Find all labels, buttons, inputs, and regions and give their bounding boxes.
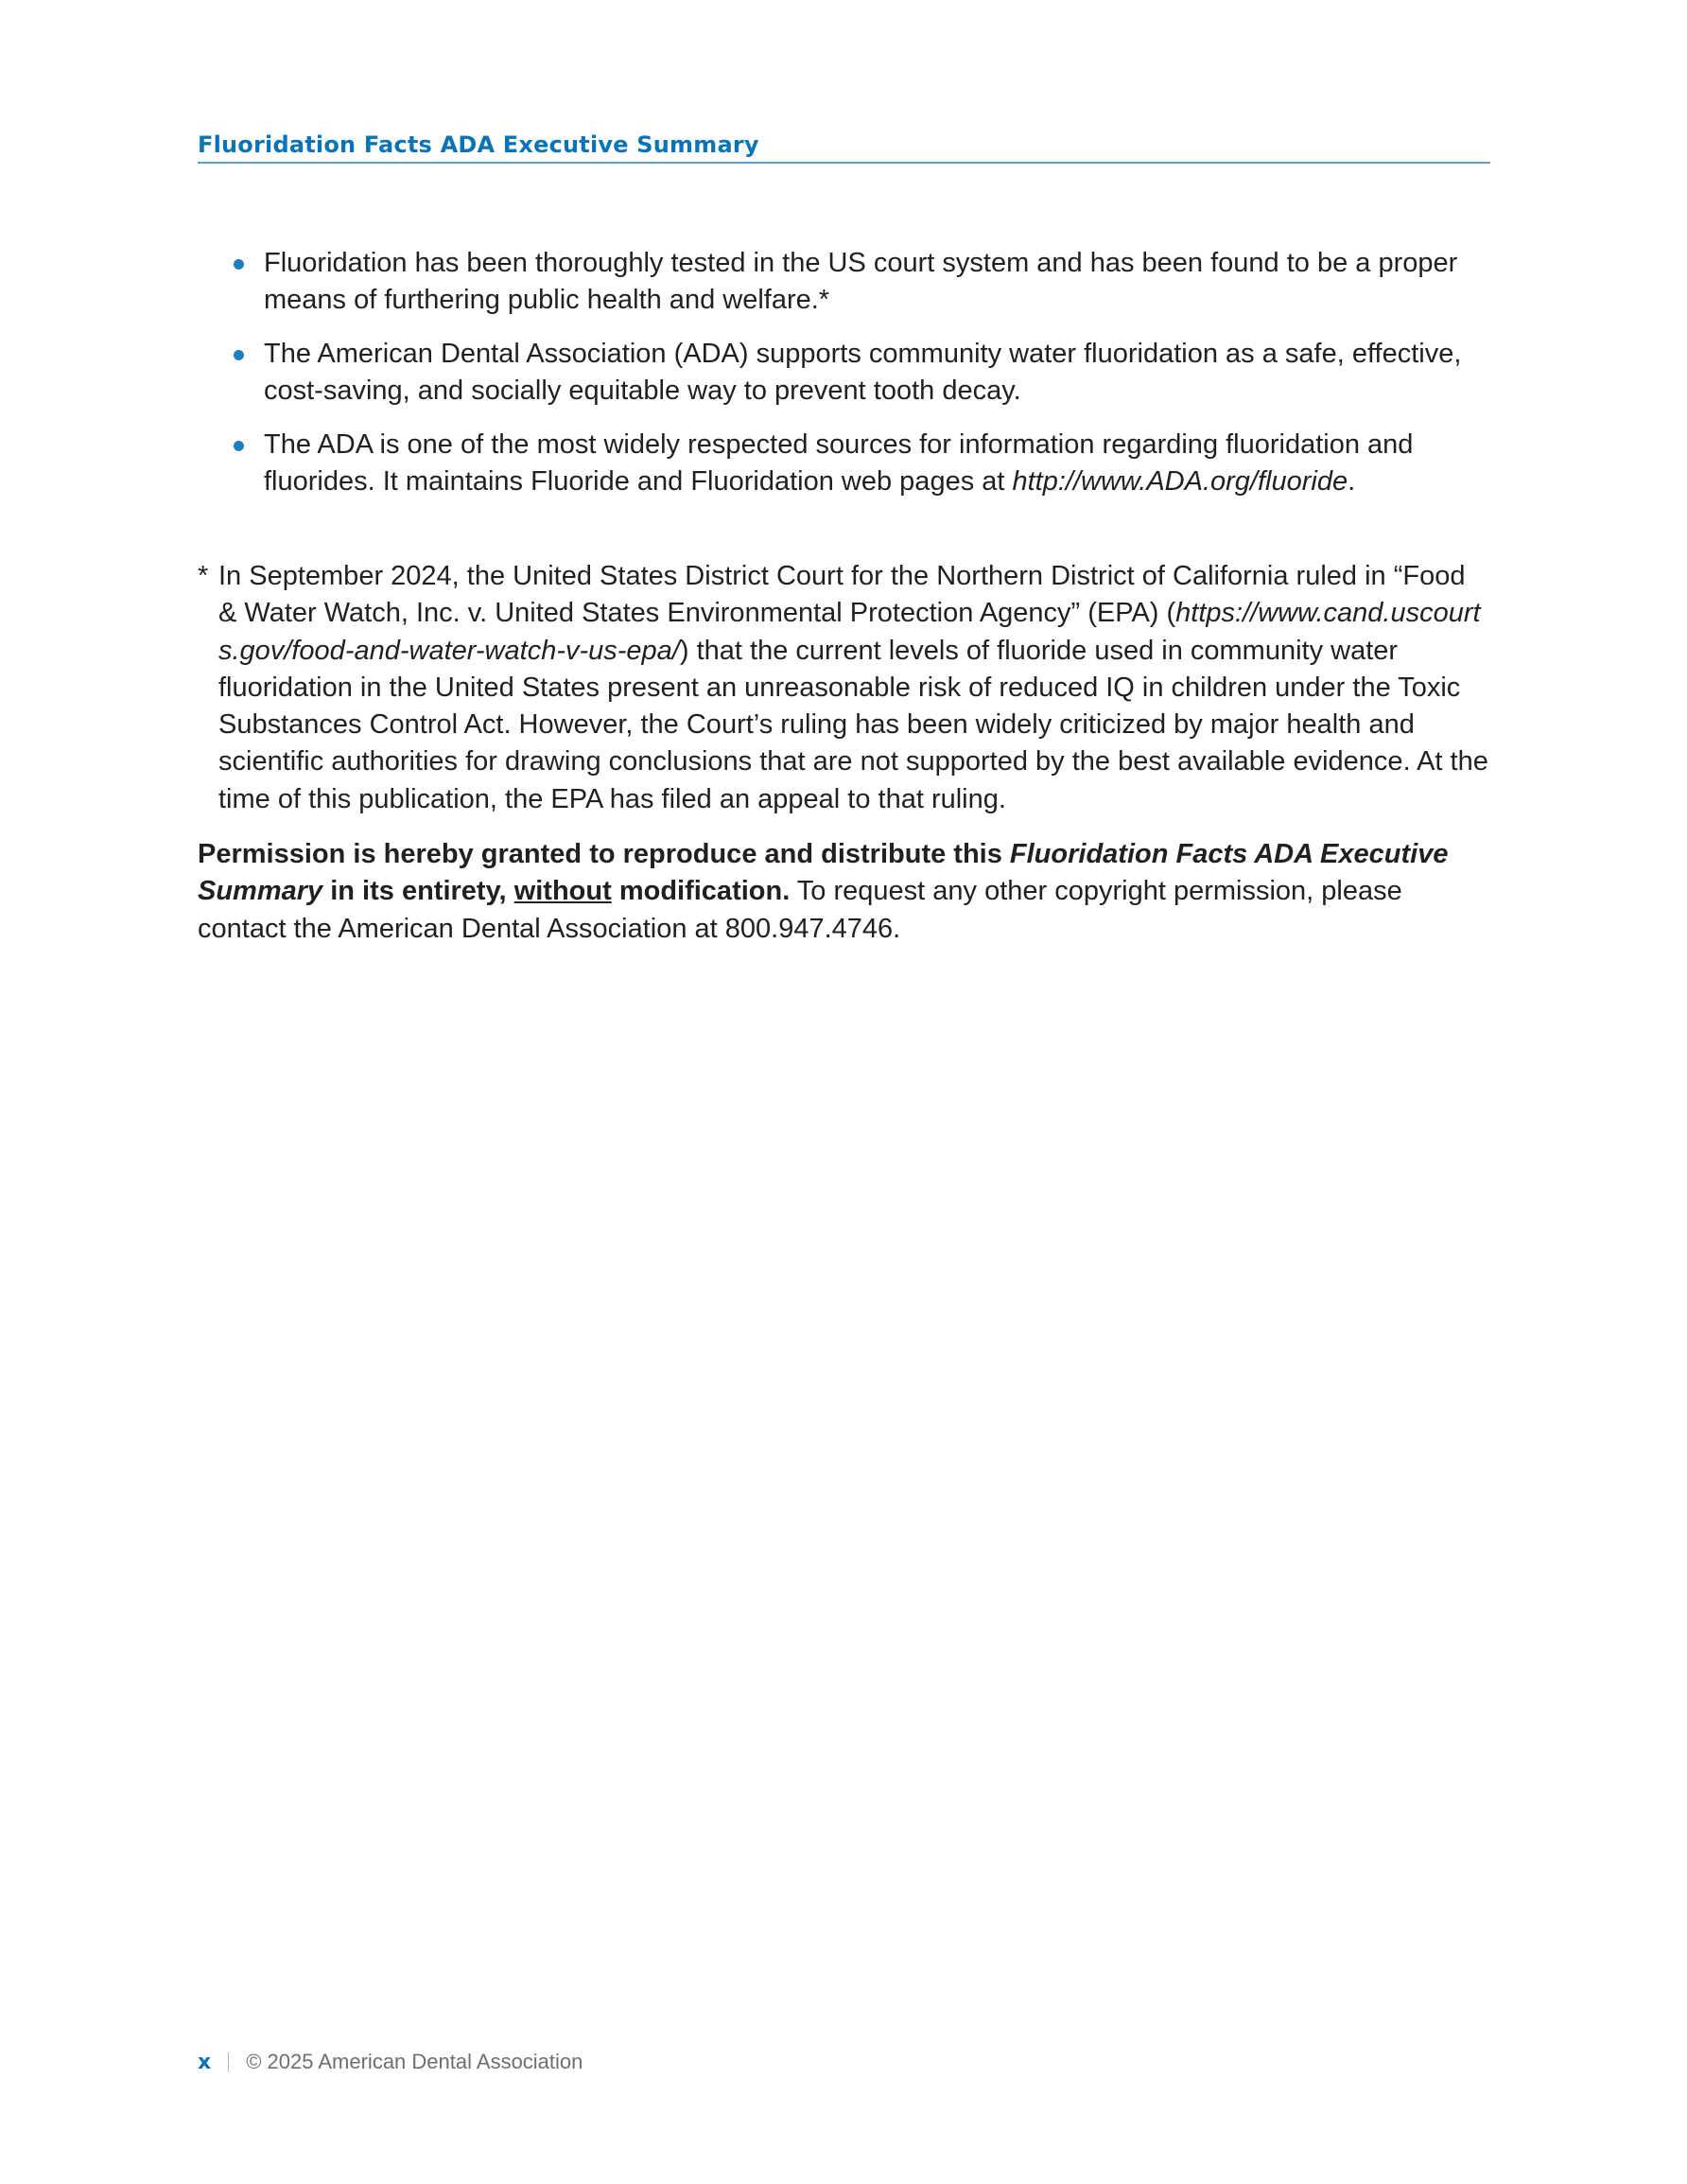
permission-notice <box>198 836 1490 948</box>
ada-fluoride-link[interactable]: http://www.ADA.org/fluoride <box>1012 466 1348 497</box>
footnote-text-end: ) that the current levels of fluoride used in community water fluoridation in the United States present an unreasonable risk of reduced IQ in children under the Toxic Substances Control Act. However, the Court’s ruling has been widely criticized by major health and scientific authorities for drawing conclusions that are not supported by the best available evidence. At the time of this publication, the EPA has filed an appeal to that ruling. <box>218 635 1488 814</box>
footnote <box>198 558 1490 818</box>
page-footer <box>198 2050 583 2074</box>
key-points-list <box>198 245 1490 517</box>
bullet-icon <box>234 350 244 360</box>
bullet-text: Fluoridation has been thoroughly tested in the US court system and has been found to be a proper means of furthering public health and welfare.* <box>264 248 1458 315</box>
list-item <box>198 245 1490 319</box>
footnote-text-start: In September 2024, the United States District Court for the Northern District of California ruled in “Food & Water Watch, Inc. v. United States Environmental Protection Agency” (EPA) ( <box>218 561 1466 629</box>
court-ruling-link[interactable]: https://www.cand.uscourts.gov/food-and-water-watch-v-us-epa/ <box>218 598 1481 666</box>
footer-divider <box>228 2053 229 2071</box>
permission-bold-middle: in its entirety, <box>322 876 514 907</box>
permission-bold-end: modification. <box>611 876 791 907</box>
bullet-text: The American Dental Association (ADA) supports community water fluoridation as a safe, effective, cost-saving, and socially equitable way to prevent tooth decay. <box>264 339 1462 406</box>
permission-bold-start: Permission is hereby granted to reproduce and distribute this <box>198 839 1010 869</box>
footnote-marker: * <box>198 561 209 591</box>
list-item <box>198 336 1490 410</box>
document-title: Fluoridation Facts ADA Executive Summary <box>198 131 759 158</box>
copyright-text: © 2025 American Dental Association <box>246 2050 583 2073</box>
running-header <box>198 131 1490 164</box>
list-item <box>198 427 1490 500</box>
bullet-icon <box>234 259 244 270</box>
permission-without: without <box>513 876 612 907</box>
bullet-icon <box>234 441 244 451</box>
page-number: x <box>198 2050 212 2074</box>
bullet-text: The ADA is one of the most widely respected sources for information regarding fluoridation and fluorides. It maintains Fluoride and Fluoridation web pages at <box>264 429 1414 497</box>
bullet-text-end: . <box>1348 466 1356 497</box>
permission-contact-text: To request any other copyright permission, please contact the American Dental Association at 800.947.4746. <box>198 876 1402 944</box>
permission-document-title: Fluoridation Facts ADA Executive Summary <box>198 839 1449 907</box>
footnote-text <box>198 558 1490 818</box>
